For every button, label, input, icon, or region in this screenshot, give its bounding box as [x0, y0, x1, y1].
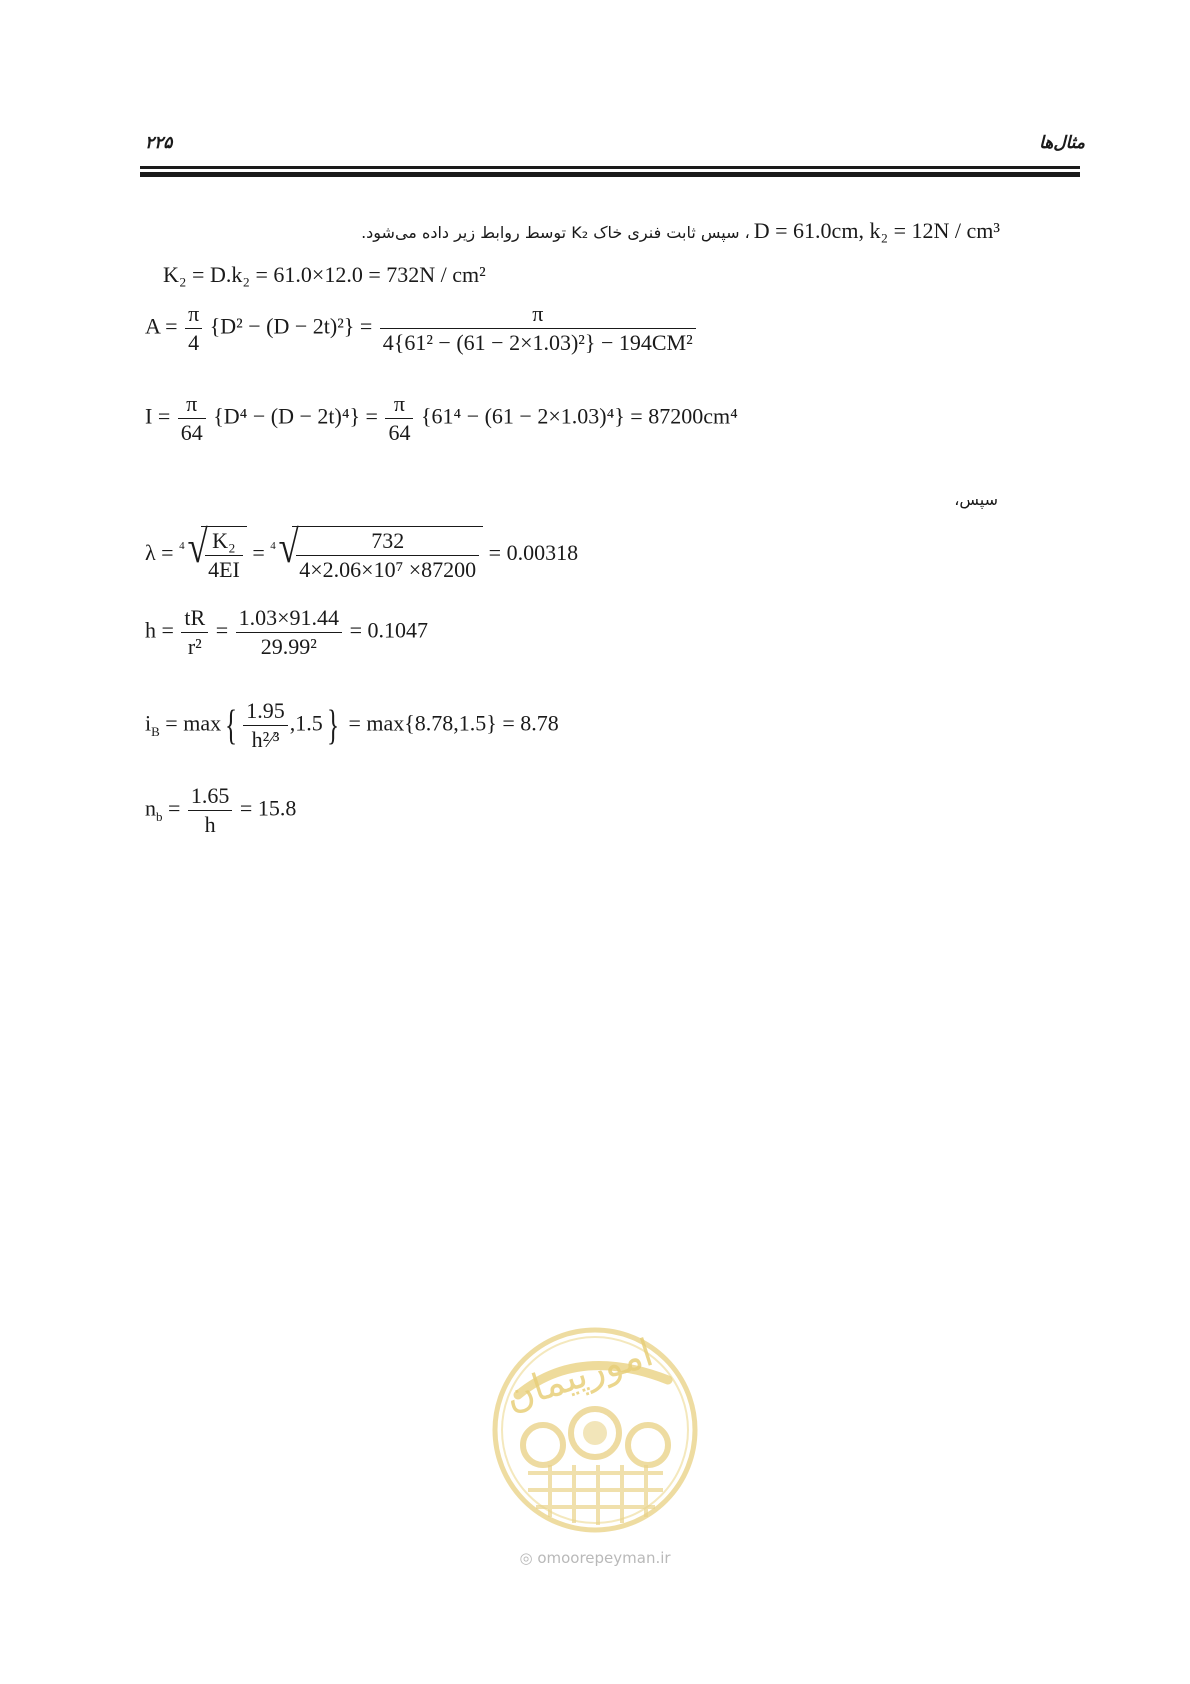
- equation-ib: [145, 697, 559, 754]
- left-brace-icon: {: [225, 702, 238, 749]
- equation-k2-text: K₂ = D.k₂ = 61.0×12.0 = 732N / cm²: [163, 262, 486, 287]
- equation-nb: [145, 782, 296, 839]
- at-icon: ◎: [519, 1549, 533, 1567]
- nb-lhs-sub: b: [156, 808, 163, 824]
- ib-fraction: [243, 697, 288, 754]
- nb-rhs: = 15.8: [239, 795, 297, 821]
- inertia-f1-den: 64: [180, 420, 203, 445]
- h-f2-den: 29.99²: [260, 634, 317, 659]
- watermark-logo: [488, 1325, 702, 1555]
- area-mid: {D² − (D − 2t)²} =: [209, 313, 373, 339]
- h-f2-num: 1.03×91.44: [236, 604, 342, 633]
- h-lhs: h =: [145, 617, 174, 643]
- nb-f-den: h: [204, 812, 216, 837]
- area-fraction-2: [380, 300, 696, 357]
- area-f1-den: 4: [188, 330, 200, 355]
- inertia-f2-den: 64: [388, 420, 411, 445]
- section-title: مثال‌ها: [1039, 133, 1085, 153]
- right-brace-icon: }: [326, 702, 339, 749]
- area-f2-den: 4{61² − (61 − 2×1.03)²} − 194CM²: [382, 330, 693, 355]
- area-f1-num: π: [185, 300, 202, 329]
- intro-line: [361, 218, 1000, 244]
- inertia-rhs: {61⁴ − (61 − 2×1.03)⁴} = 87200cm⁴: [420, 403, 738, 429]
- header-rule-thin: [140, 166, 1080, 169]
- ib-rhs: = max{8.78,1.5} = 8.78: [348, 710, 559, 736]
- ib-lhs-sub: B: [151, 723, 160, 739]
- equation-h: [145, 604, 428, 661]
- area-lhs: A =: [145, 313, 178, 339]
- ib-max: = max: [165, 710, 222, 736]
- radical-icon: √: [278, 521, 299, 572]
- lambda-root-2-radicand: [292, 526, 483, 584]
- lambda-r2-den: 4×2.06×10⁷ ×87200: [299, 557, 477, 582]
- nb-eq: =: [168, 795, 181, 821]
- lambda-root-1-radicand: [201, 526, 247, 584]
- equation-k2: [163, 262, 486, 288]
- header-rule-thick: [140, 172, 1080, 177]
- then-word: سپس،: [954, 490, 998, 509]
- watermark-site: [488, 1549, 702, 1567]
- nb-f-num: 1.65: [188, 782, 233, 811]
- lambda-r1-den: 4EI: [208, 557, 240, 582]
- intro-text: ، سپس ثابت فنری خاک K₂ توسط روابط زیر داده می‌شود.: [361, 223, 750, 242]
- logo-seal-icon: [488, 1325, 702, 1545]
- h-fraction-1: [181, 604, 208, 661]
- equation-area: [145, 300, 698, 357]
- lambda-rhs: = 0.00318: [488, 540, 579, 566]
- nb-lhs: n: [145, 795, 156, 821]
- inertia-f1-num: π: [178, 390, 206, 419]
- page-number: ۲۲۵: [145, 133, 173, 153]
- inertia-f2-num: π: [385, 390, 413, 419]
- area-f2-num: π: [380, 300, 696, 329]
- lambda-r1-num: K₂: [205, 527, 243, 556]
- area-fraction-1: [185, 300, 202, 357]
- svg-text:امورپیمان: امورپیمان: [499, 1330, 659, 1420]
- h-f1-num: tR: [181, 604, 208, 633]
- lambda-lhs: λ =: [145, 540, 174, 566]
- nb-fraction: [188, 782, 233, 839]
- lambda-root-1-index: 4: [179, 540, 185, 552]
- lambda-eq: =: [252, 540, 265, 566]
- ib-f-den: h²⁄³: [251, 727, 280, 752]
- h-eq: =: [215, 617, 229, 643]
- ib-lhs: i: [145, 710, 152, 736]
- lambda-root-2: [270, 521, 483, 584]
- h-rhs: = 0.1047: [349, 617, 428, 643]
- inertia-lhs: I =: [145, 403, 171, 429]
- lambda-r2-num: 732: [296, 527, 479, 556]
- equation-inertia: [145, 390, 738, 447]
- inertia-fraction-1: [178, 390, 206, 447]
- h-fraction-2: [236, 604, 342, 661]
- lambda-root-1: [179, 521, 247, 584]
- ib-after: ,1.5: [289, 710, 323, 736]
- ib-f-num: 1.95: [243, 697, 288, 726]
- inertia-mid: {D⁴ − (D − 2t)⁴} =: [213, 403, 378, 429]
- lambda-root-2-index: 4: [270, 540, 276, 552]
- equation-lambda: [145, 521, 579, 584]
- watermark-site-text: omoorepeyman.ir: [537, 1549, 671, 1567]
- intro-math: D = 61.0cm, k₂ = 12N / cm³: [753, 218, 1000, 243]
- radical-icon: √: [187, 521, 208, 572]
- h-f1-den: r²: [187, 634, 202, 659]
- inertia-fraction-2: [385, 390, 413, 447]
